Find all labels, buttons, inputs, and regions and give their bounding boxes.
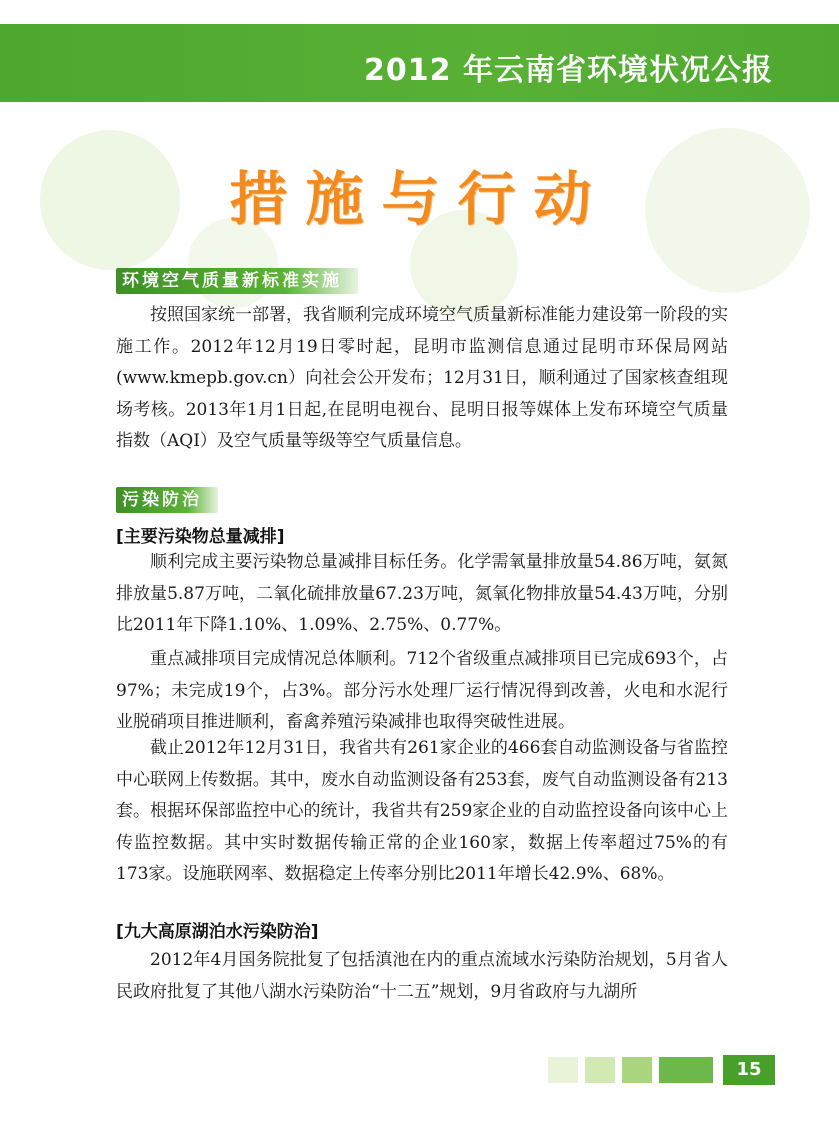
page-number: 15 (723, 1055, 775, 1085)
subheading-lake-pollution: [九大高原湖泊水污染防治] (116, 922, 319, 942)
paragraph-key-projects: 重点减排项目完成情况总体顺利。712个省级重点减排项目已完成693个，占97%；未完成19个，占3%。部分污水处理厂运行情况得到改善，火电和水泥行业脱硝项目推进顺利，畜禽养殖污染减排也取得突破性进展。 (116, 649, 728, 733)
paragraph-lake-plans: 2012年4月国务院批复了包括滇池在内的重点流域水污染防治规划，5月省人民政府批复了其他八湖水污染防治“十二五”规划，9月省政府与九湖所 (116, 950, 728, 1002)
section-label-air-quality: 环境空气质量新标准实施 (116, 268, 358, 294)
subheading-emission-reduction: [主要污染物总量减排] (116, 527, 285, 547)
paragraph-emission-targets: 顺利完成主要污染物总量减排目标任务。化学需氧量排放量54.86万吨，氨氮排放量5.87万吨，二氧化硫排放量67.23万吨，氮氧化物排放量54.43万吨，分别比2011年下降1.10%、1.09%、2.75%、0.77%。 (116, 552, 728, 636)
page-heading: 措施与行动 (229, 165, 610, 233)
paragraph-air-quality: 按照国家统一部署，我省顺利完成环境空气质量新标准能力建设第一阶段的实施工作。2012年12月19日零时起，昆明市监测信息通过昆明市环保局网站(www.kmepb.gov.cn）向社会公开发布；12月31日，顺利通过了国家核查组现场考核。2013年1月1日起,在昆明电视台、昆明日报等媒体上发布环境空气质量指数（AQI）及空气质量等级等空气质量信息。 (116, 305, 728, 452)
footer-square (659, 1057, 713, 1083)
report-title: 2012 年云南省环境状况公报 (364, 53, 773, 88)
footer-square (548, 1057, 578, 1083)
footer-square (622, 1057, 652, 1083)
section-label-pollution-control: 污染防治 (116, 487, 218, 513)
footer-square (585, 1057, 615, 1083)
paragraph-monitoring-devices: 截止2012年12月31日，我省共有261家企业的466套自动监测设备与省监控中心联网上传数据。其中，废水自动监测设备有253套，废气自动监测设备有213套。根据环保部监控中心的统计，我省共有259家企业的自动监控设备向该中心上传监控数据。其中实时数据传输正常的企业160家，数据上传率超过75%的有173家。设施联网率、数据稳定上传率分别比2011年增长42.9%、68%。 (116, 738, 728, 885)
